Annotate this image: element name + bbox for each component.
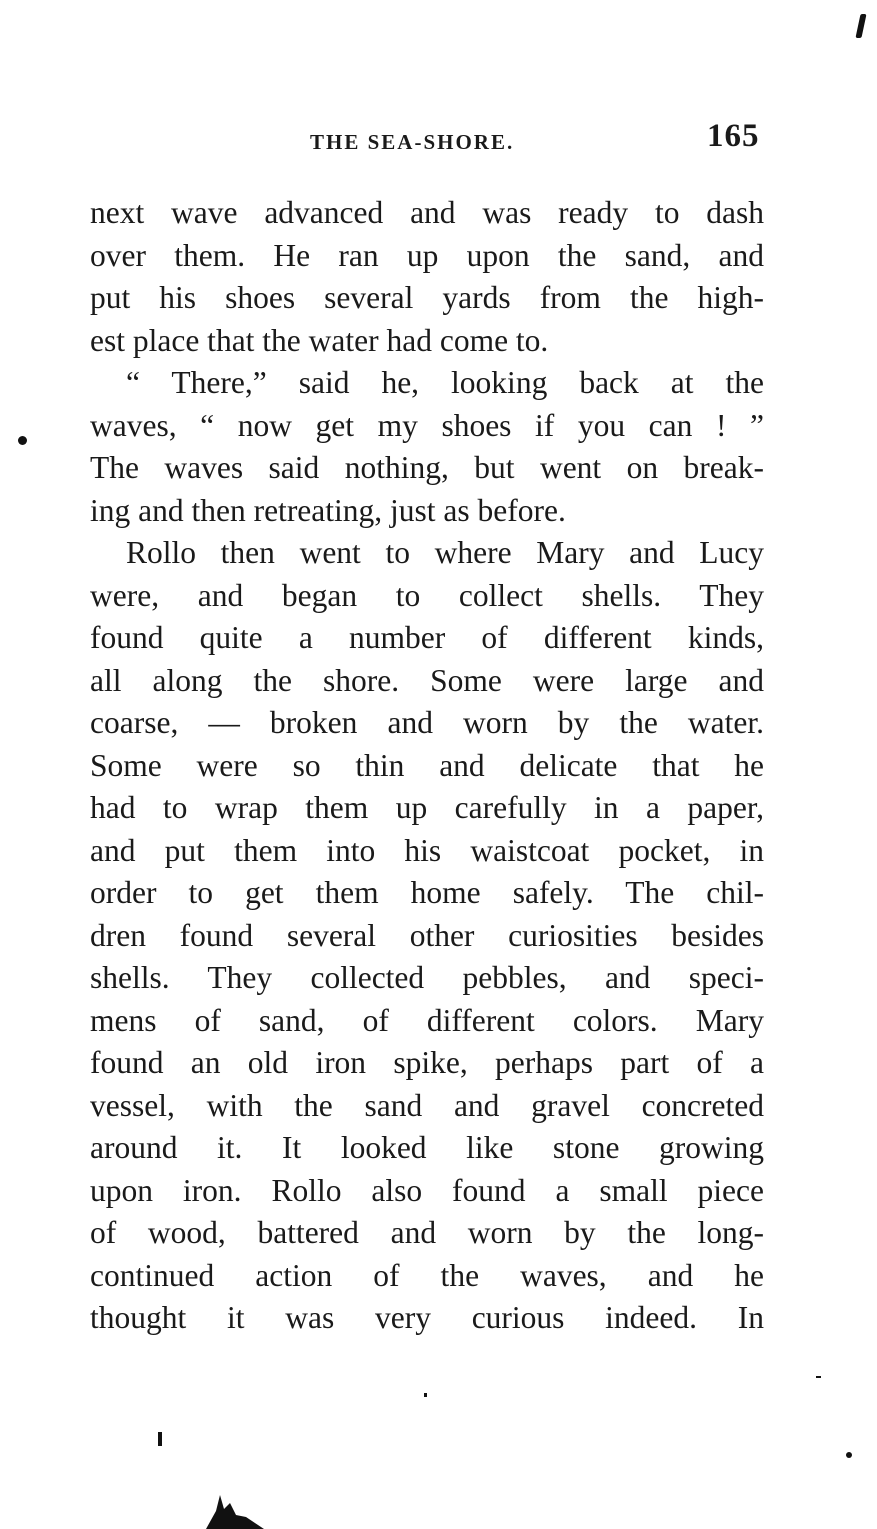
text-line: est place that the water had come to. bbox=[90, 322, 549, 358]
text-line: ing and then retreating, just as before. bbox=[90, 492, 566, 528]
text-line: coarse, — broken and worn by the water. bbox=[90, 705, 764, 740]
running-title: THE SEA-SHORE. bbox=[310, 130, 515, 154]
text-line: “ There,” said he, looking back at the bbox=[126, 365, 764, 400]
text-line: continued action of the waves, and he bbox=[90, 1257, 764, 1293]
text-line: Some were so thin and delicate that he bbox=[90, 747, 764, 783]
text-line: found an old iron spike, perhaps part of a bbox=[90, 1045, 764, 1080]
text-line: found quite a number of different kinds, bbox=[90, 620, 764, 655]
text-line: vessel, with the sand and gravel concreted bbox=[90, 1087, 764, 1123]
ink-blot bbox=[206, 1485, 264, 1529]
text-line: put his shoes several yards from the high- bbox=[90, 280, 764, 315]
ink-speck bbox=[855, 14, 866, 38]
text-line: Rollo then went to where Mary and Lucy bbox=[126, 535, 764, 570]
text-line: thought it was very curious indeed. In bbox=[90, 1300, 764, 1335]
ink-speck bbox=[158, 1432, 162, 1446]
text-line: and put them into his waistcoat pocket, in bbox=[90, 832, 764, 868]
text-line: had to wrap them up carefully in a paper, bbox=[90, 790, 764, 825]
text-line: dren found several other curiosities besides bbox=[90, 917, 764, 953]
text-line: mens of sand, of different colors. Mary bbox=[90, 1002, 764, 1038]
text-line: shells. They collected pebbles, and speci- bbox=[90, 960, 764, 995]
text-line: all along the shore. Some were large and bbox=[90, 662, 764, 698]
text-line: were, and began to collect shells. They bbox=[90, 577, 764, 613]
text-line: upon iron. Rollo also found a small piece bbox=[90, 1172, 764, 1208]
text-line: of wood, battered and worn by the long- bbox=[90, 1215, 764, 1250]
ink-speck bbox=[18, 436, 27, 445]
page-number: 165 bbox=[707, 118, 760, 154]
ink-speck bbox=[846, 1452, 852, 1458]
text-line: around it. It looked like stone growing bbox=[90, 1130, 764, 1165]
text-line: waves, “ now get my shoes if you can ! ” bbox=[90, 407, 764, 443]
text-line: next wave advanced and was ready to dash bbox=[90, 195, 764, 230]
text-line: The waves said nothing, but went on break- bbox=[90, 450, 764, 485]
ink-speck bbox=[816, 1376, 821, 1378]
body-text bbox=[90, 192, 764, 1340]
running-head bbox=[0, 118, 877, 158]
ink-speck bbox=[424, 1393, 427, 1397]
text-line: order to get them home safely. The chil- bbox=[90, 875, 764, 910]
text-line: over them. He ran up upon the sand, and bbox=[90, 237, 764, 273]
